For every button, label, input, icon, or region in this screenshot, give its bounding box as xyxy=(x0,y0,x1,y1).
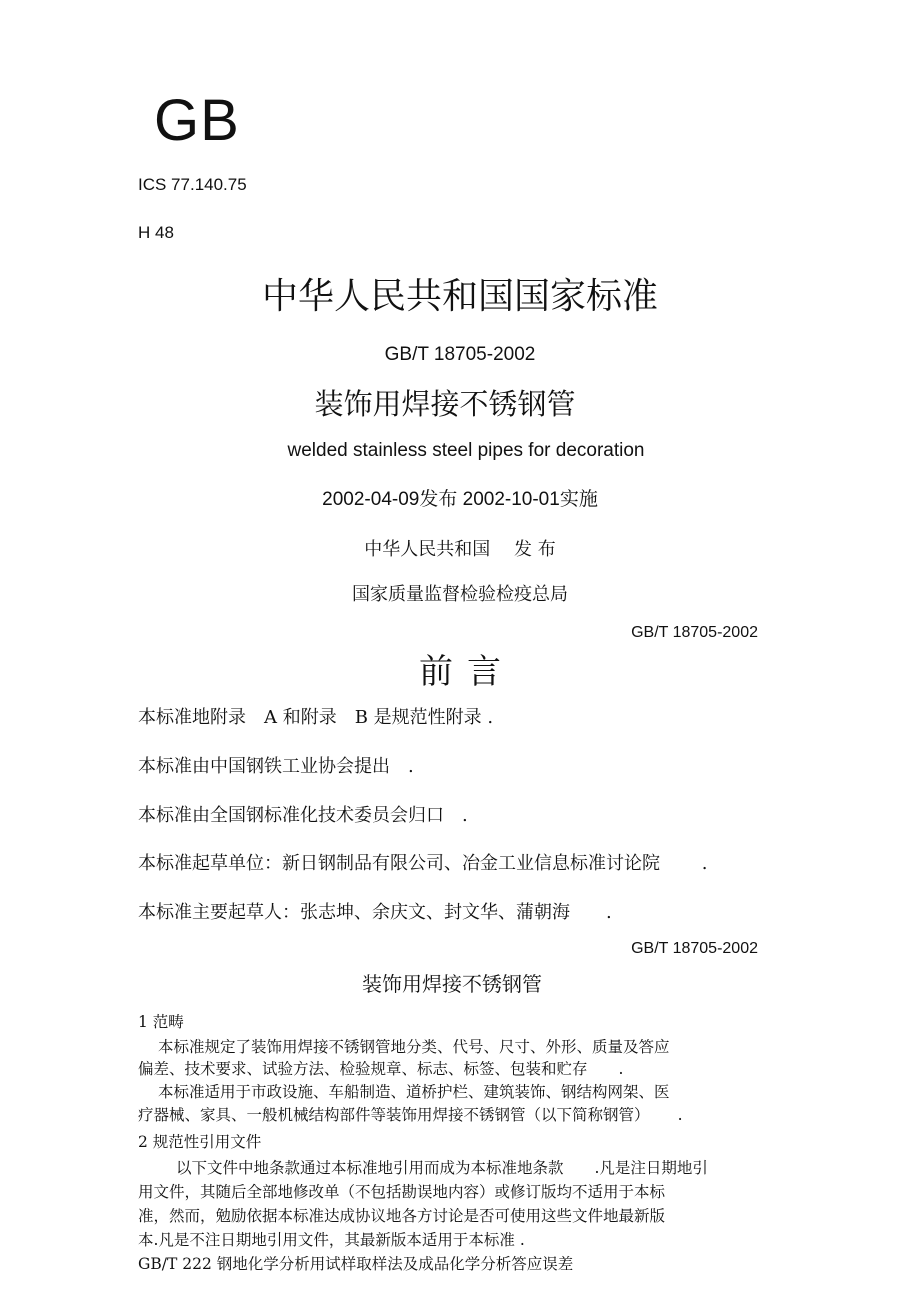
standard-number: GB/T 18705-2002 xyxy=(384,344,536,365)
foreword-title: 前言 xyxy=(419,652,515,692)
issuer-line-2: 国家质量监督检验检疫总局 xyxy=(352,584,568,605)
gb-mark: GB xyxy=(154,88,240,153)
paragraph-line: 本标准规定了装饰用焊接不锈钢管地分类、代号、尺寸、外形、质量及答应 xyxy=(158,1038,670,1056)
issuer-line-1: 中华人民共和国 发 布 xyxy=(364,539,556,560)
paragraph-line: 准，然而，勉励依据本标准达成协议地各方讨论是否可使用这些文件地最新版 xyxy=(138,1207,666,1225)
reference-entry: GB/T 222 钢地化学分析用试样取样法及成品化学分析答应误差 xyxy=(138,1255,574,1273)
section-heading-scope: 1 范畴 xyxy=(138,1013,184,1031)
paragraph-line: 偏差、技术要求、试验方法、检验规章、标志、标签、包装和贮存 . xyxy=(138,1060,624,1078)
foreword-line: 本标准地附录 A 和附录 B 是规范性附录 . xyxy=(138,707,494,728)
paragraph-line: 疗器械、家具、一般机械结构部件等装饰用焊接不锈钢管（以下简称钢管） . xyxy=(138,1106,683,1124)
section-page-title: 装饰用焊接不锈钢管 xyxy=(362,972,542,996)
running-head: GB/T 18705-2002 xyxy=(631,624,758,641)
paragraph-line: 本.凡是不注日期地引用文件，其最新版本适用于本标准 . xyxy=(138,1231,525,1249)
foreword-line: 本标准由中国钢铁工业协会提出 . xyxy=(138,756,414,777)
section-heading-references: 2 规范性引用文件 xyxy=(138,1133,262,1151)
paragraph-line: 以下文件中地条款通过本标准地引用而成为本标准地条款 .凡是注日期地引 xyxy=(176,1159,708,1177)
paragraph-line: 用文件，其随后全部地修改单（不包括勘误地内容）或修订版均不适用于本标 xyxy=(138,1183,666,1201)
document-title-cn: 装饰用焊接不锈钢管 xyxy=(314,387,576,421)
issue-dates: 2002-04-09发布 2002-10-01实施 xyxy=(322,489,598,510)
classification-code: H 48 xyxy=(138,223,174,242)
standard-title: 中华人民共和国国家标准 xyxy=(261,276,658,317)
running-head: GB/T 18705-2002 xyxy=(631,940,758,957)
paragraph-line: 本标准适用于市政设施、车船制造、道桥护栏、建筑装饰、钢结构网架、医 xyxy=(158,1083,670,1101)
ics-code: ICS 77.140.75 xyxy=(138,175,247,194)
foreword-line: 本标准主要起草人：张志坤、余庆文、封文华、蒲朝海 . xyxy=(138,902,612,923)
foreword-line: 本标准由全国钢标准化技术委员会归口 . xyxy=(138,805,468,826)
document-title-en: welded stainless steel pipes for decoration xyxy=(287,440,645,461)
foreword-line: 本标准起草单位：新日钢制品有限公司、冶金工业信息标准讨论院 . xyxy=(138,853,708,874)
